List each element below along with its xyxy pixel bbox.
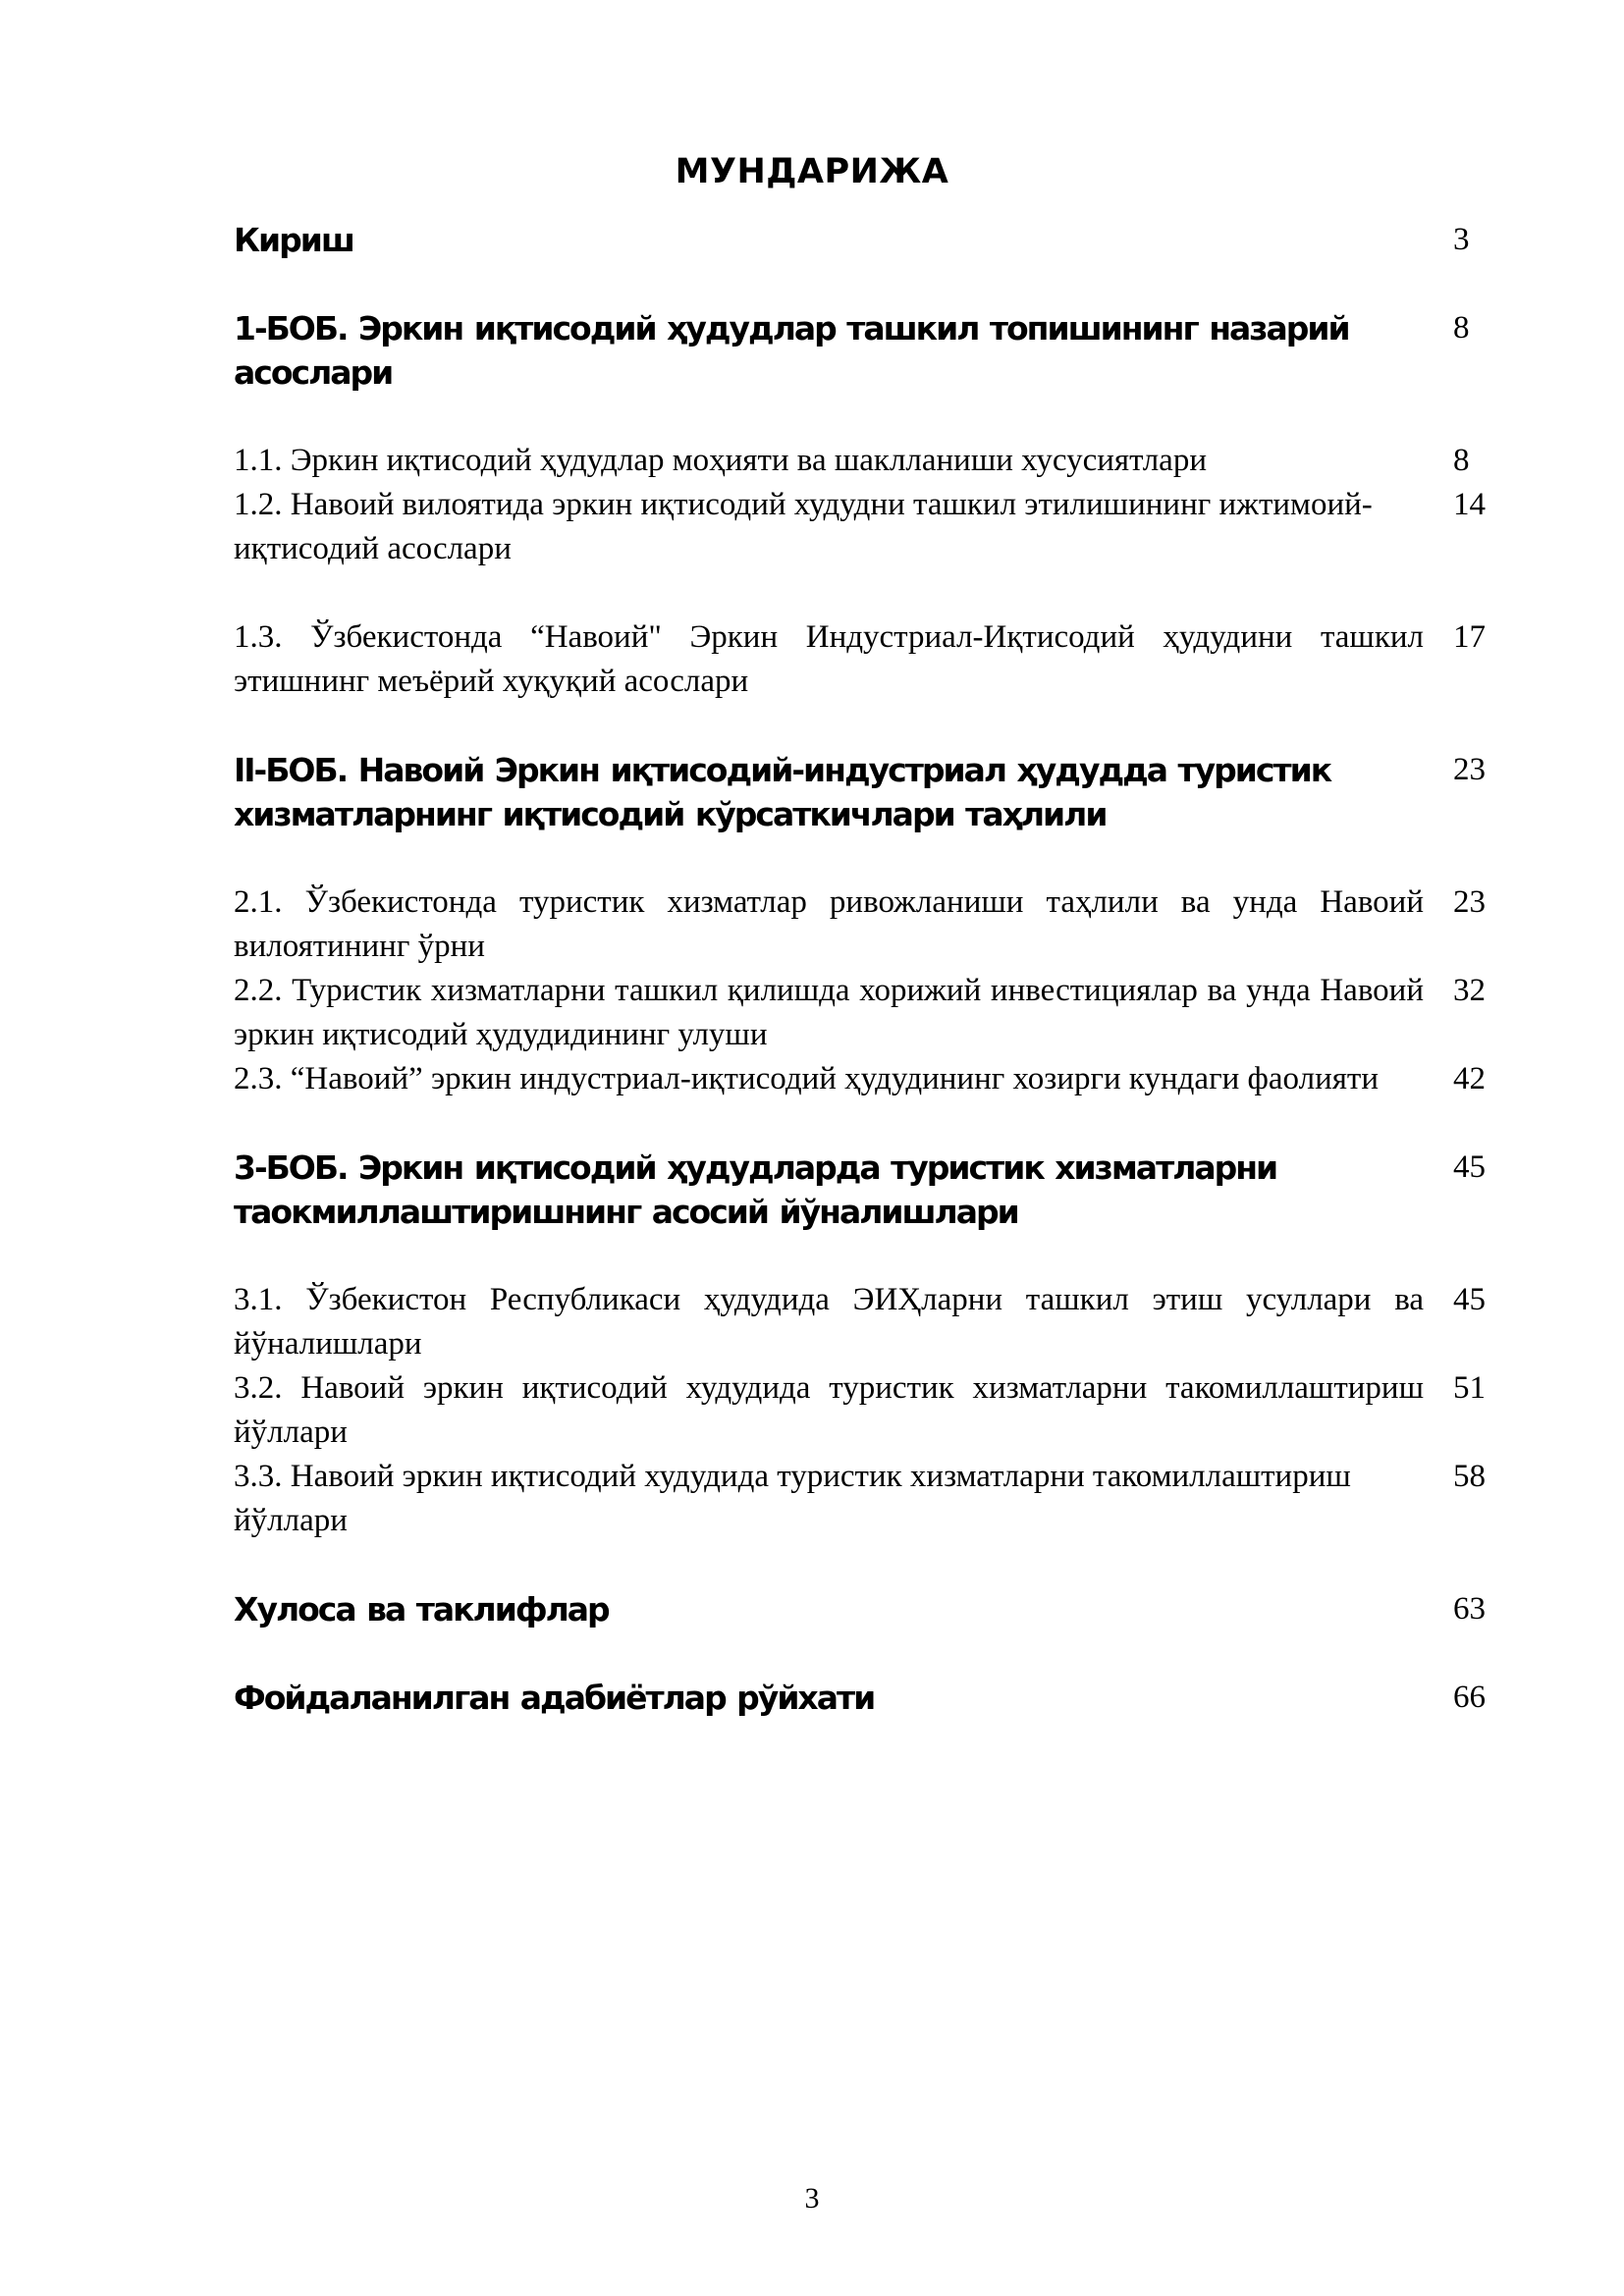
toc-entry-conclusions[interactable] <box>234 1587 1500 1631</box>
toc-entry-title: 3.1. Ўзбекистон Республикаси ҳудудида ЭИҲларни ташкил этиш усуллари ва йўналишлари <box>234 1282 1424 1362</box>
toc-entry-page: 42 <box>1453 1061 1486 1096</box>
toc-entry-section-1-2[interactable] <box>234 483 1500 571</box>
toc-entry-title: 3.2. Навоий эркин иқтисодий худудида туристик хизматларни такомиллаштириш йўллари <box>234 1370 1424 1450</box>
toc-entry-page: 8 <box>1453 443 1470 478</box>
page-title: МУНДАРИЖА <box>675 152 949 191</box>
toc-entry-title: 2.2. Туристик хизматларни ташкил қилишда хорижий инвестициялар ва унда Навоий эркин иқтисодий ҳудудидининг улуши <box>234 973 1424 1052</box>
toc-entry-title: 3.3. Навоий эркин иқтисодий худудида туристик хизматларни такомиллаштириш йўллари <box>234 1459 1351 1538</box>
toc-entry-section-2-3[interactable] <box>234 1057 1500 1101</box>
toc-entry-page: 14 <box>1453 487 1486 522</box>
toc-entry-section-1-3[interactable] <box>234 615 1500 704</box>
toc-entry-page: 45 <box>1453 1149 1486 1185</box>
toc-entry-section-3-2[interactable] <box>234 1366 1500 1455</box>
table-of-contents <box>234 218 1500 1720</box>
toc-entry-title: 2.1. Ўзбекистонда туристик хизматлар ривожланиши таҳлили ва унда Навоий вилоятининг ўрни <box>234 884 1424 964</box>
toc-entry-page: 23 <box>1453 884 1486 920</box>
toc-entry-chapter-2[interactable] <box>234 748 1500 836</box>
toc-entry-page: 23 <box>1453 752 1486 787</box>
toc-entry-section-2-2[interactable] <box>234 969 1500 1057</box>
toc-entry-title: 1.3. Ўзбекистонда “Навоий" Эркин Индустриал-Иқтисодий ҳудудини ташкил этишнинг меъёрий хуқуқий асослари <box>234 619 1424 699</box>
toc-entry-page: 8 <box>1453 310 1470 346</box>
toc-entry-page: 63 <box>1453 1591 1486 1627</box>
toc-entry-title: Кириш <box>234 221 353 259</box>
footer-page-number: 3 <box>804 2182 820 2215</box>
toc-entry-bibliography[interactable] <box>234 1676 1500 1720</box>
toc-entry-chapter-1[interactable] <box>234 306 1500 395</box>
toc-entry-section-2-1[interactable] <box>234 881 1500 969</box>
toc-entry-page: 3 <box>1453 222 1470 257</box>
toc-entry-title: 3-БОБ. Эркин иқтисодий ҳудудларда туристик хизматларни таокмиллаштиришнинг асосий йўналишлари <box>234 1148 1277 1231</box>
toc-entry-page: 17 <box>1453 619 1486 655</box>
toc-entry-section-1-1[interactable] <box>234 439 1500 483</box>
toc-entry-page: 58 <box>1453 1459 1486 1494</box>
toc-entry-title: 1.2. Навоий вилоятида эркин иқтисодий худудни ташкил этилишининг ижтимоий-иқтисодий асослари <box>234 487 1373 566</box>
toc-entry-section-3-3[interactable] <box>234 1455 1500 1543</box>
toc-entry-title: 2.3. “Навоий” эркин индустриал-иқтисодий ҳудудининг хозирги кундаги фаолияти <box>234 1061 1380 1096</box>
toc-entry-page: 32 <box>1453 973 1486 1008</box>
toc-entry-page: 51 <box>1453 1370 1486 1406</box>
toc-entry-title: II-БОБ. Навоий Эркин иқтисодий-индустриал ҳудудда туристик хизматларнинг иқтисодий кўрсаткичлари таҳлили <box>234 751 1331 833</box>
toc-entry-section-3-1[interactable] <box>234 1278 1500 1366</box>
toc-entry-title: 1.1. Эркин иқтисодий ҳудудлар моҳияти ва шаклланиши хусусиятлари <box>234 443 1207 478</box>
toc-entry-title: Фойдаланилган адабиётлар рўйхати <box>234 1679 875 1717</box>
toc-entry-page: 66 <box>1453 1680 1486 1715</box>
toc-entry-title: 1-БОБ. Эркин иқтисодий ҳудудлар ташкил топишининг назарий асослари <box>234 309 1349 392</box>
toc-entry-page: 45 <box>1453 1282 1486 1317</box>
toc-entry-title: Хулоса ва таклифлар <box>234 1590 609 1629</box>
toc-entry-chapter-3[interactable] <box>234 1146 1500 1234</box>
toc-entry-introduction[interactable] <box>234 218 1500 262</box>
